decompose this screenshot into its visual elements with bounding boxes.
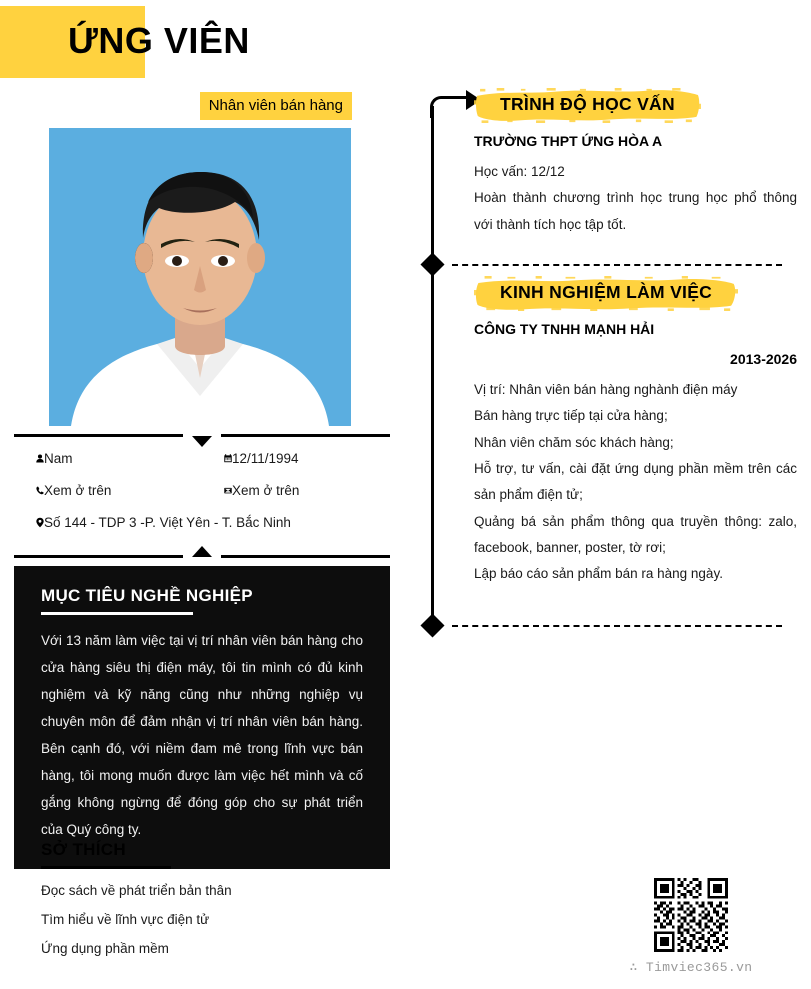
divider-arrow-down-icon <box>192 436 212 447</box>
timeline-diamond-icon <box>420 252 444 276</box>
experience-header <box>474 276 738 311</box>
timeline-dashed-rule <box>452 264 782 266</box>
address-value: Số 144 - TDP 3 -P. Việt Yên - T. Bắc Ninh <box>44 515 291 530</box>
candidate-photo <box>49 128 351 426</box>
contact-row <box>14 451 390 466</box>
career-objective-title: MỤC TIÊU NGHỀ NGHIỆP <box>41 586 253 605</box>
list-item: Bán hàng trực tiếp tại cửa hàng; <box>474 408 668 424</box>
list-item: Tìm hiểu về lĩnh vực điện tử <box>41 911 210 927</box>
career-objective-text: Với 13 năm làm việc tại vị trí nhân viên bán hàng cho cửa hàng siêu thị điện máy, tôi tin mình có đủ kinh nghiệm và kỹ năng cũng như những nghiệp vụ chuyên môn để đảm nhận vị trí nhân viên bán hàng. Bên cạnh đó, với niềm đam mê trong lĩnh vực bán hàng, tôi mong muốn được làm việc hết mình và cố gắng không ngừng để đóng góp cho sự phát triển của Quý công ty. <box>41 632 363 837</box>
job-title-badge: Nhân viên bán hàng <box>200 92 352 120</box>
contact-row <box>14 483 390 498</box>
list-item: Lập báo cáo sản phẩm bán ra hàng ngày. <box>474 566 723 582</box>
phone-icon <box>14 483 44 498</box>
envelope-icon <box>202 483 232 498</box>
timeline-axis <box>431 106 434 630</box>
company-name: CÔNG TY TNHH MẠNH HẢI <box>474 321 655 337</box>
divider-bottom <box>14 555 390 558</box>
page-header <box>0 0 811 78</box>
gender-value: Nam <box>44 451 73 466</box>
birthday-value: 12/11/1994 <box>232 451 299 466</box>
education-section <box>474 88 797 238</box>
experience-section <box>474 276 797 588</box>
contact-email <box>202 483 390 498</box>
person-icon <box>14 451 44 466</box>
qr-code-icon <box>654 878 728 952</box>
list-item: Quảng bá sản phẩm thông qua truyền thông: zalo, facebook, banner, poster, tờ rơi; <box>474 513 797 555</box>
education-header <box>474 88 701 123</box>
career-objective-section <box>14 566 390 869</box>
location-pin-icon <box>14 515 44 530</box>
contact-birthday <box>202 451 390 466</box>
photo-illustration <box>49 128 351 426</box>
brand-label: ∴ Timviec365.vn <box>629 960 753 975</box>
divider-top <box>14 434 390 437</box>
email-value: Xem ở trên <box>232 483 300 498</box>
education-detail: Hoàn thành chương trình học trung học phổ thông với thành tích học tập tốt. <box>474 190 797 232</box>
hobbies-section <box>14 840 390 970</box>
contact-row <box>14 515 390 530</box>
list-item: Vị trí: Nhân viên bán hàng nghành điện máy <box>474 382 738 397</box>
school-name: TRƯỜNG THPT ỨNG HÒA A <box>474 133 663 149</box>
title-underline <box>41 612 193 615</box>
calendar-icon <box>202 451 232 466</box>
education-title: TRÌNH ĐỘ HỌC VẤN <box>500 94 675 114</box>
education-level: Học vấn: 12/12 <box>474 164 565 179</box>
experience-period: 2013-2026 <box>730 351 797 367</box>
contact-block <box>14 434 390 558</box>
list-item: Nhân viên chăm sóc khách hàng; <box>474 434 674 450</box>
timeline-elbow <box>430 96 470 118</box>
hobbies-title: SỞ THÍCH <box>41 840 126 859</box>
experience-title: KINH NGHIỆM LÀM VIỆC <box>500 282 713 302</box>
title-underline <box>41 866 171 869</box>
timeline-diamond-icon <box>420 613 444 637</box>
page-title: ỨNG VIÊN <box>68 20 250 61</box>
contact-phone <box>14 483 202 498</box>
list-item: Hỗ trợ, tư vấn, cài đặt ứng dụng phần mềm trên các sản phẩm điện tử; <box>474 460 797 503</box>
contact-gender <box>14 451 202 466</box>
contact-address <box>14 515 390 530</box>
phone-value: Xem ở trên <box>44 483 112 498</box>
footer <box>591 878 791 975</box>
divider-arrow-up-icon <box>192 546 212 557</box>
list-item: Ứng dụng phần mềm <box>41 940 169 956</box>
timeline-dashed-rule <box>452 625 782 627</box>
list-item: Đọc sách về phát triển bản thân <box>41 882 232 898</box>
